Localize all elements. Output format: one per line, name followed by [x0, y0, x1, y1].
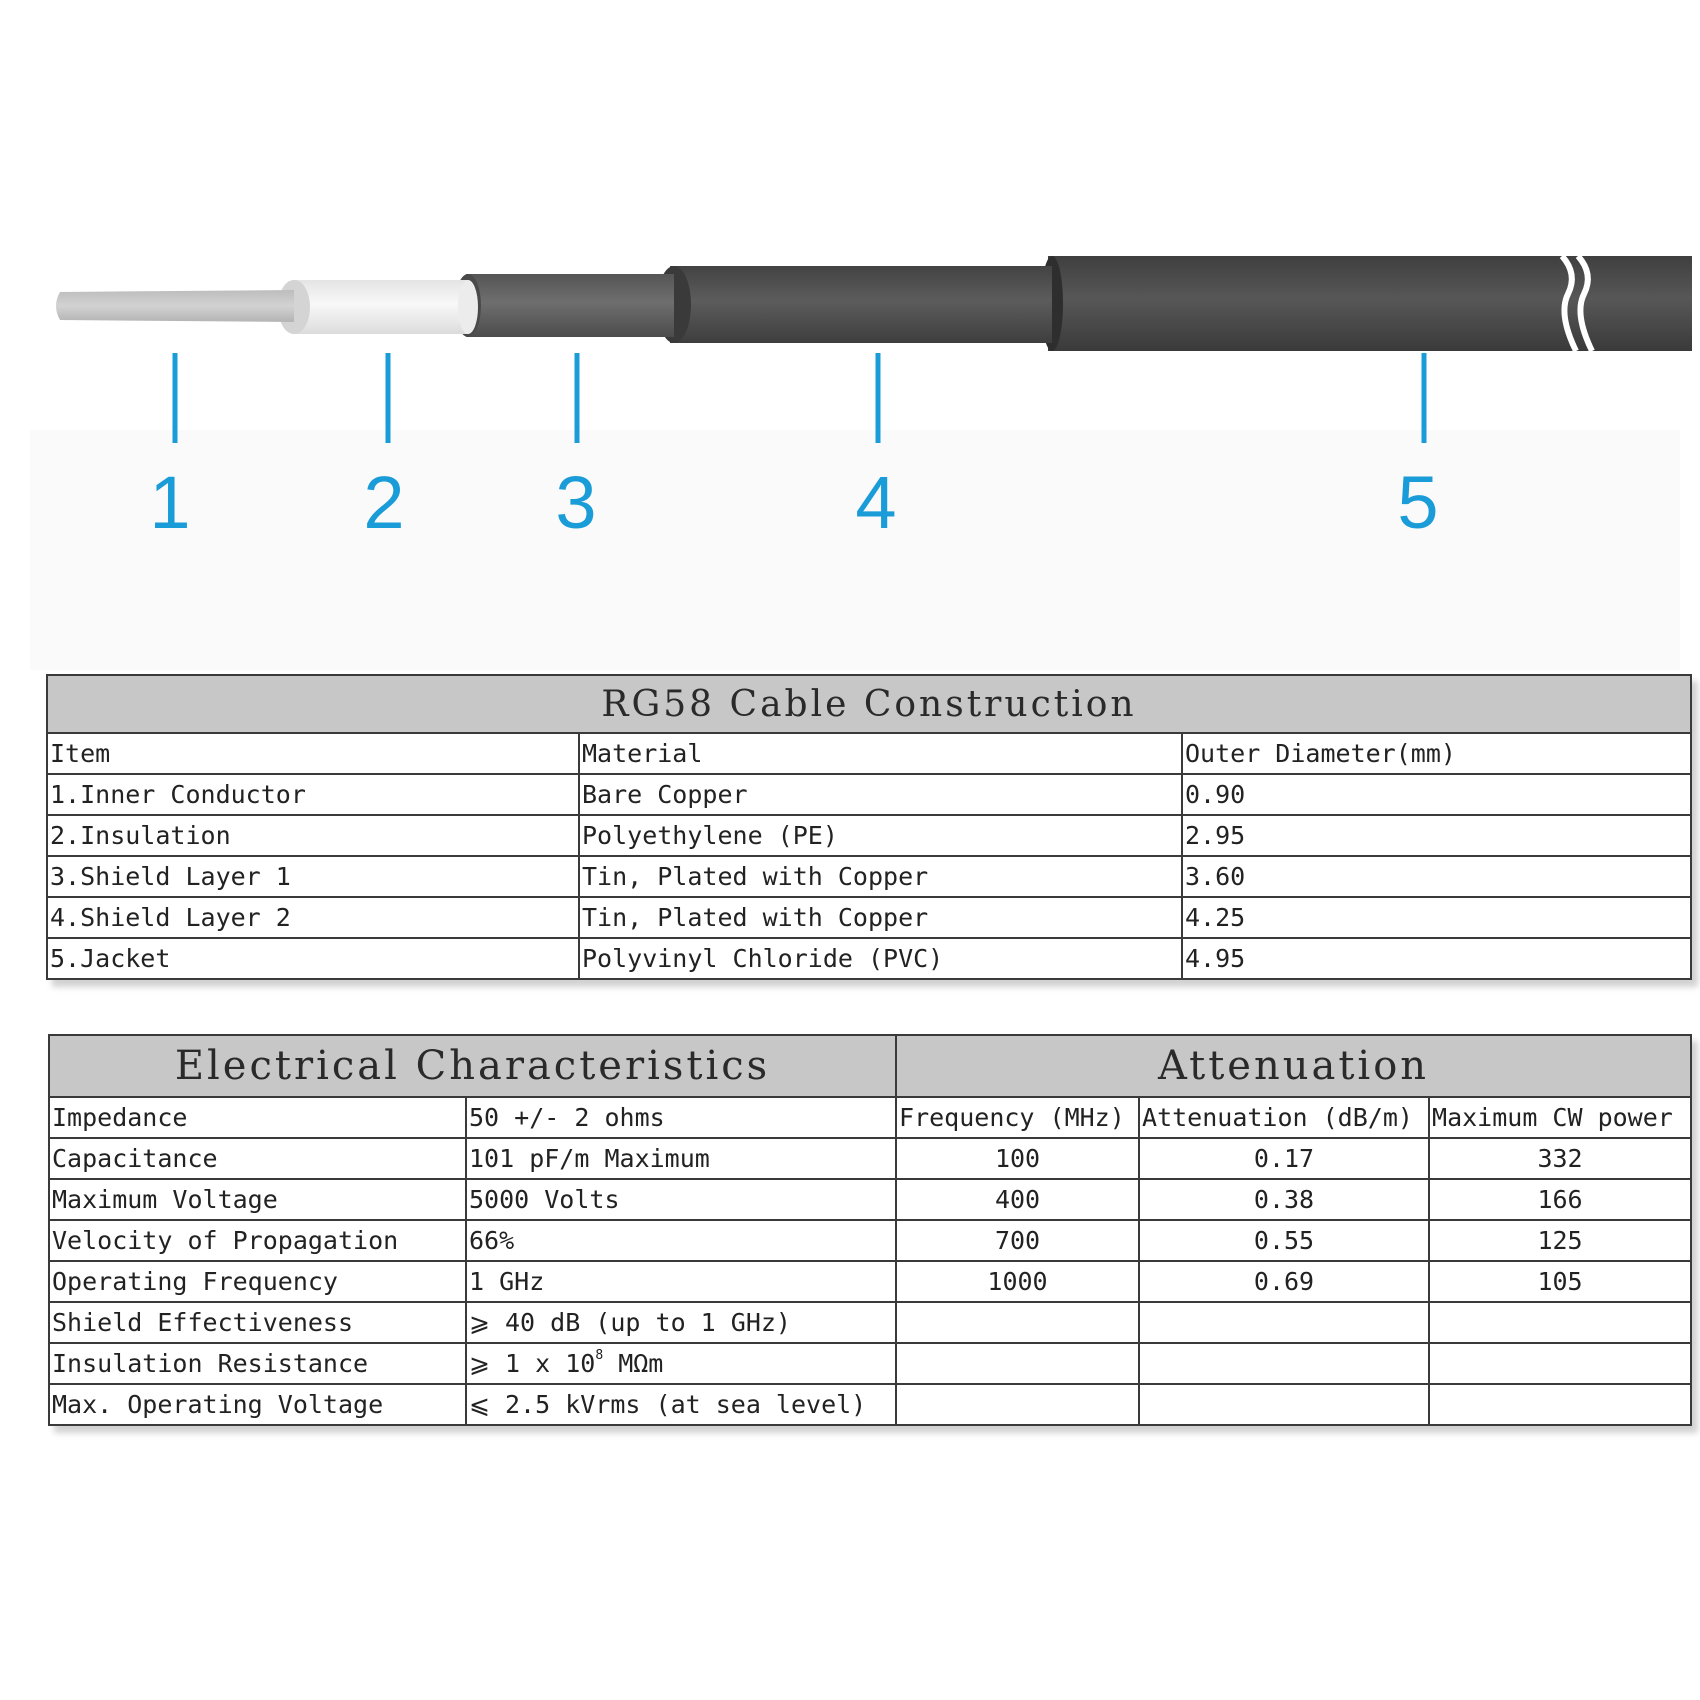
table-row: [47, 774, 1691, 815]
property-cell: Capacitance: [49, 1138, 466, 1179]
attenuation-cell: 0.17: [1139, 1138, 1429, 1179]
item-cell: 5.Jacket: [47, 938, 579, 979]
electrical-title: Electrical Characteristics: [49, 1035, 896, 1097]
table-row: [49, 1302, 1691, 1343]
diameter-cell: 0.90: [1182, 774, 1691, 815]
diameter-cell: 3.60: [1182, 856, 1691, 897]
property-cell: Maximum Voltage: [49, 1179, 466, 1220]
material-cell: Polyvinyl Chloride (PVC): [579, 938, 1182, 979]
attenuation-title: Attenuation: [896, 1035, 1691, 1097]
empty-cell: [1429, 1343, 1691, 1384]
shield-layer-2: [657, 266, 1052, 343]
callout-number-4: 4: [855, 461, 897, 544]
callout-number-5: 5: [1397, 461, 1439, 544]
empty-cell: [1139, 1343, 1429, 1384]
empty-cell: [1139, 1302, 1429, 1343]
property-cell: Impedance: [49, 1097, 466, 1138]
electrical-attenuation-table: [48, 1034, 1692, 1426]
diameter-cell: 4.25: [1182, 897, 1691, 938]
insulation-unit: MΩm: [603, 1349, 664, 1378]
column-header-power: Maximum CW power: [1429, 1097, 1691, 1138]
table-row: [47, 897, 1691, 938]
material-cell: Polyethylene (PE): [579, 815, 1182, 856]
table-row: [49, 1220, 1691, 1261]
table-row: [49, 1343, 1691, 1384]
table-row: [47, 938, 1691, 979]
empty-cell: [896, 1302, 1139, 1343]
attenuation-cell: 0.55: [1139, 1220, 1429, 1261]
value-cell: 5000 Volts: [466, 1179, 896, 1220]
power-cell: 332: [1429, 1138, 1691, 1179]
insulation-exponent: 8: [595, 1348, 604, 1363]
value-cell: 101 pF/m Maximum: [466, 1138, 896, 1179]
property-cell: Operating Frequency: [49, 1261, 466, 1302]
table-row: [49, 1097, 1691, 1138]
empty-cell: [1429, 1384, 1691, 1425]
frequency-cell: 400: [896, 1179, 1139, 1220]
jacket-layer: [1041, 256, 1692, 351]
frequency-cell: 100: [896, 1138, 1139, 1179]
material-cell: Tin, Plated with Copper: [579, 856, 1182, 897]
callout-number-3: 3: [555, 461, 597, 544]
attenuation-cell: 0.69: [1139, 1261, 1429, 1302]
material-cell: Bare Copper: [579, 774, 1182, 815]
item-cell: 3.Shield Layer 1: [47, 856, 579, 897]
construction-title: RG58 Cable Construction: [47, 675, 1691, 733]
property-cell: Shield Effectiveness: [49, 1302, 466, 1343]
column-header-diameter: Outer Diameter(mm): [1182, 733, 1691, 774]
construction-table: [46, 674, 1692, 980]
property-cell: Max. Operating Voltage: [49, 1384, 466, 1425]
table-row: [47, 815, 1691, 856]
value-cell: 1 GHz: [466, 1261, 896, 1302]
power-cell: 166: [1429, 1179, 1691, 1220]
diameter-cell: 4.95: [1182, 938, 1691, 979]
table-row: [49, 1261, 1691, 1302]
callout-number-2: 2: [363, 461, 405, 544]
power-cell: 125: [1429, 1220, 1691, 1261]
empty-cell: [1139, 1384, 1429, 1425]
item-cell: 4.Shield Layer 2: [47, 897, 579, 938]
insulation-value: ⩾ 1 x 10: [469, 1349, 596, 1378]
value-cell: [466, 1343, 896, 1384]
value-cell: 66%: [466, 1220, 896, 1261]
column-header-item: Item: [47, 733, 579, 774]
power-cell: 105: [1429, 1261, 1691, 1302]
inner-conductor: [56, 290, 294, 322]
table-row: [49, 1384, 1691, 1425]
item-cell: 2.Insulation: [47, 815, 579, 856]
cable-diagram: [0, 0, 1700, 680]
diameter-cell: 2.95: [1182, 815, 1691, 856]
table-row: [49, 1179, 1691, 1220]
column-header-attenuation: Attenuation (dB/m): [1139, 1097, 1429, 1138]
column-header-frequency: Frequency (MHz): [896, 1097, 1139, 1138]
material-cell: Tin, Plated with Copper: [579, 897, 1182, 938]
construction-header-row: [47, 733, 1691, 774]
table-row: [47, 856, 1691, 897]
empty-cell: [896, 1343, 1139, 1384]
value-cell: ⩾ 40 dB (up to 1 GHz): [466, 1302, 896, 1343]
empty-cell: [896, 1384, 1139, 1425]
attenuation-cell: 0.38: [1139, 1179, 1429, 1220]
callout-number-1: 1: [149, 461, 191, 544]
item-cell: 1.Inner Conductor: [47, 774, 579, 815]
insulation-layer: [278, 280, 478, 334]
table-row: [49, 1138, 1691, 1179]
property-cell: Velocity of Propagation: [49, 1220, 466, 1261]
value-cell: 50 +/- 2 ohms: [466, 1097, 896, 1138]
empty-cell: [1429, 1302, 1691, 1343]
shield-layer-1: [455, 274, 674, 337]
frequency-cell: 700: [896, 1220, 1139, 1261]
frequency-cell: 1000: [896, 1261, 1139, 1302]
property-cell: Insulation Resistance: [49, 1343, 466, 1384]
column-header-material: Material: [579, 733, 1182, 774]
value-cell: ⩽ 2.5 kVrms (at sea level): [466, 1384, 896, 1425]
